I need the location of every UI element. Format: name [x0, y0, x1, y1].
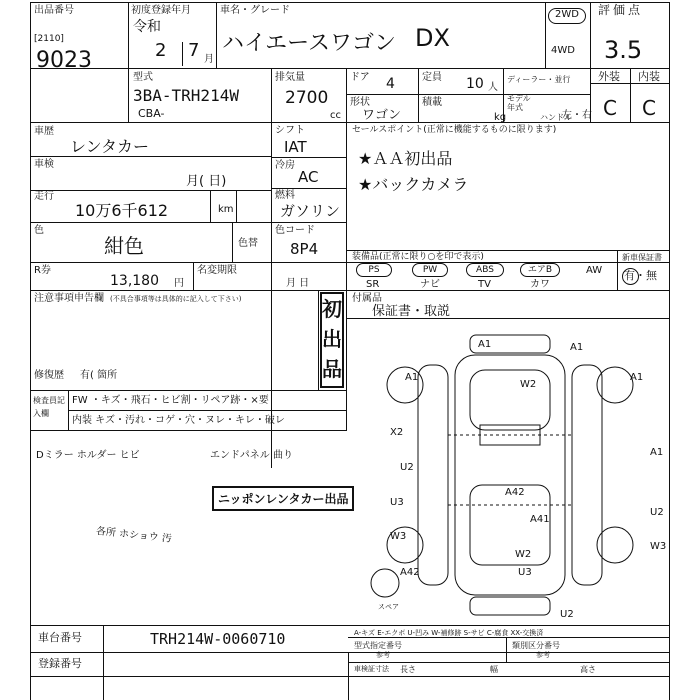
class-ref: 参考 — [536, 651, 550, 659]
spare-label: スペア — [378, 603, 399, 611]
history-label: 車歴 — [34, 126, 54, 137]
mark-u2-left: U2 — [400, 462, 414, 473]
model-code: 3BA-TRH214W — [133, 86, 239, 105]
equipment-label: 装備品(正常に限り○を印で表示) — [352, 252, 484, 262]
color-code-label: 色コード — [275, 225, 315, 236]
lot-label: 出品番号 — [34, 5, 74, 16]
mark-x2: X2 — [390, 427, 404, 438]
selling-points-label: セールスポイント(正常に機能するものに限ります) — [352, 125, 557, 135]
recycle-unit: 円 — [174, 278, 184, 289]
handle-label: ハンドル — [540, 113, 572, 122]
reg-limit-label: 名変期限 — [197, 265, 237, 276]
color-change-label: 色替 — [238, 238, 258, 249]
equip-airbag: エアB — [520, 263, 560, 277]
note-various: 各所 ホショウ 汚 — [95, 526, 173, 545]
selling-point-1: ★ＡＡ初出品 — [358, 149, 453, 168]
legend: A-キズ E-エクボ U-凹み W-補修跡 S-サビ C-腐食 XX-交換済 — [354, 629, 544, 637]
capacity-label: 定員 — [422, 72, 442, 83]
doors-label: ドア — [350, 72, 370, 83]
chassis-number: TRH214W-0060710 — [150, 630, 286, 648]
inspector-line-1: FW ・キズ・飛石・ヒビ割・リペア跡・×要 — [72, 395, 269, 406]
repair-label: 修復歴 — [34, 370, 64, 381]
warranty-value: 有・無 — [624, 269, 657, 282]
note-mirror: Dミラー ホルダー ヒビ — [36, 450, 140, 461]
km-unit: km — [218, 204, 234, 215]
mark-a1-front: A1 — [478, 339, 492, 350]
equip-pw: PW — [412, 263, 448, 277]
era: 令和 — [133, 19, 161, 35]
inspection-value: 月( 日) — [186, 174, 227, 189]
capacity: 10 — [466, 76, 484, 92]
inspector-label: 検査員記入欄 — [33, 396, 65, 418]
reg-limit-value: 月 日 — [286, 278, 310, 289]
mark-u2-rear: U2 — [560, 609, 574, 620]
score-label: 評価点 — [598, 3, 644, 17]
equip-tv: TV — [478, 279, 491, 290]
recycle-value: 13,180 — [110, 273, 159, 289]
load-label: 積載 — [422, 97, 442, 108]
class-number-label: 類別区分番号 — [512, 641, 560, 650]
new-warranty-label: 新車保証書 — [622, 253, 662, 262]
mark-u3: U3 — [390, 497, 404, 508]
mark-a42-rear: A42 — [400, 567, 420, 578]
shape: ワゴン — [362, 108, 402, 123]
mark-u2-right: U2 — [650, 507, 664, 518]
equip-aw: AW — [586, 265, 603, 276]
recycle-label: R券 — [34, 265, 51, 276]
car-name-label: 車名・グレード — [220, 5, 290, 16]
repair-value: 有( 箇所 — [80, 370, 118, 381]
fuel-label: 燃料 — [275, 190, 295, 201]
type-ref: 参考 — [376, 651, 390, 659]
color-code: 8P4 — [290, 240, 319, 258]
mark-a1-front-right: A1 — [570, 342, 584, 353]
history-value: レンタカー — [70, 137, 149, 156]
type-designation-label: 型式指定番号 — [354, 641, 402, 650]
model-year-label: モデル年式 — [507, 94, 531, 112]
mileage: 10万6千612 — [75, 201, 169, 220]
fuel: ガソリン — [280, 202, 341, 220]
registration-label: 登録番号 — [38, 657, 82, 670]
mark-w2-rear: W2 — [515, 549, 532, 560]
mark-w2-hood: W2 — [520, 379, 537, 390]
shift-label: シフト — [275, 125, 305, 136]
car-name: ハイエースワゴン — [222, 31, 397, 56]
first-listing-stamp: 初出品 — [320, 292, 344, 388]
equip-abs: ABS — [466, 263, 504, 277]
capacity-unit: 人 — [488, 82, 498, 93]
dims-label: 車検証寸法 — [354, 665, 389, 673]
attached-value: 保証書・取説 — [372, 304, 451, 319]
width-label: 幅 — [490, 665, 498, 674]
notes-sub: (不具合事項等は具体的に記入して下さい) — [110, 295, 242, 303]
reg-year: 2 — [155, 40, 167, 61]
score: 3.5 — [604, 36, 643, 64]
equip-leather: カワ — [530, 279, 550, 290]
ac: AC — [298, 168, 319, 186]
company-stamp: ニッポンレンタカー出品 — [212, 486, 354, 511]
mark-a1-right-mid: A1 — [650, 447, 664, 458]
notes-label: 注意事項申告欄 — [34, 293, 104, 304]
exterior-label: 外装 — [598, 70, 620, 83]
interior-label: 内装 — [638, 70, 660, 83]
drive-2wd: 2WD — [548, 8, 586, 24]
damage-diagram — [360, 325, 670, 620]
color-label: 色 — [34, 225, 44, 236]
model-note: CBA- — [138, 107, 165, 120]
model-label: 型式 — [133, 72, 153, 83]
mark-a1-left: A1 — [405, 372, 419, 383]
mark-w3-left: W3 — [390, 531, 407, 542]
displacement-label: 排気量 — [275, 72, 305, 83]
color: 紺色 — [104, 234, 144, 258]
displacement: 2700 — [285, 88, 329, 108]
kg-unit: kg — [494, 112, 507, 123]
mark-a41: A41 — [530, 514, 550, 525]
equip-ps: PS — [356, 263, 392, 277]
reg-month: 7 — [188, 40, 200, 61]
interior-grade: C — [642, 96, 656, 120]
mileage-label: 走行 — [34, 191, 54, 202]
mark-u3-rear: U3 — [518, 567, 532, 578]
shift: IAT — [284, 138, 307, 156]
inspection-label: 車検 — [34, 159, 54, 170]
cc-unit: cc — [330, 110, 341, 121]
handle-value: 左・右 — [562, 110, 592, 121]
mark-a1-right: A1 — [630, 372, 644, 383]
drive-4wd: 4WD — [551, 45, 575, 56]
grade: DX — [415, 24, 450, 52]
shape-label: 形状 — [350, 97, 370, 108]
doors: 4 — [386, 76, 395, 92]
lot-code: [2110] — [34, 34, 64, 44]
equip-sr: SR — [366, 279, 380, 290]
mark-a42: A42 — [505, 487, 525, 498]
first-registration-label: 初度登録年月 — [131, 5, 191, 16]
inspector-line-2: 内装 キズ・汚れ・コゲ・穴・ヌレ・キレ・破レ — [72, 415, 285, 426]
chassis-label: 車台番号 — [38, 631, 82, 644]
equip-navi: ナビ — [420, 279, 440, 290]
attached-label: 付属品 — [352, 293, 382, 304]
length-label: 長さ — [400, 665, 416, 674]
exterior-grade: C — [603, 96, 617, 120]
height-label: 高さ — [580, 665, 596, 674]
dealer-label: ディーラー・並行 — [507, 75, 571, 84]
ac-label: 冷房 — [275, 160, 295, 171]
selling-point-2: ★バックカメラ — [358, 175, 469, 194]
lot-number: 9023 — [36, 48, 92, 73]
month-unit: 月 — [204, 54, 214, 65]
note-end-panel: エンドパネル 曲り — [210, 450, 293, 461]
mark-w3-right: W3 — [650, 541, 667, 552]
